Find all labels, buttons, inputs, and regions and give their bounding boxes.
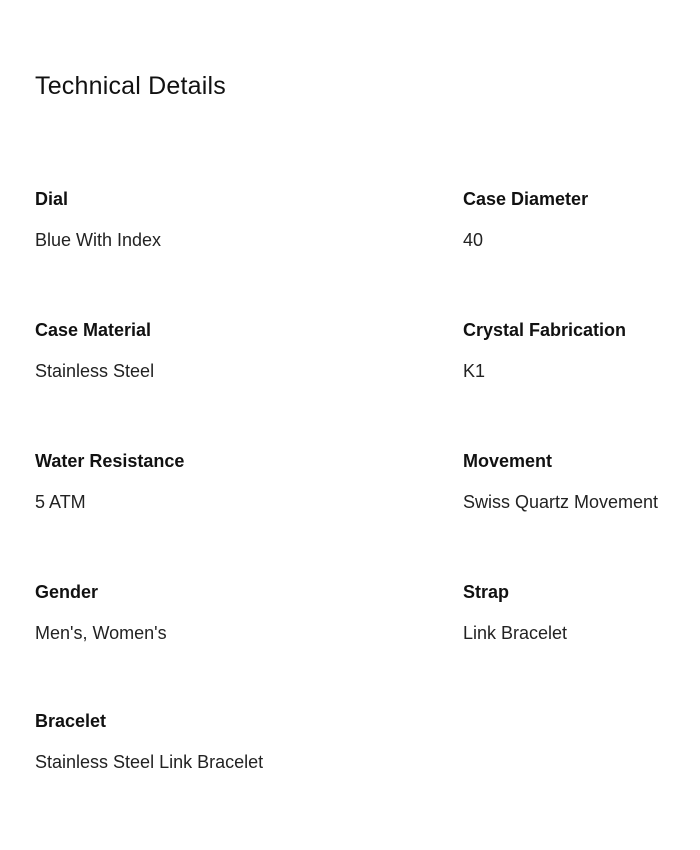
- spec-value: 5 ATM: [35, 492, 86, 512]
- spec-label: Gender: [35, 582, 99, 602]
- spec-movement: [463, 450, 700, 513]
- spec-label: Case Diameter: [463, 189, 589, 209]
- spec-case-diameter: [463, 188, 700, 251]
- spec-label: Dial: [35, 189, 69, 209]
- spec-label: Strap: [463, 582, 510, 602]
- spec-label: Bracelet: [35, 711, 107, 731]
- spec-value: Swiss Quartz Movement: [463, 492, 659, 512]
- spec-label: Water Resistance: [35, 451, 185, 471]
- spec-value: K1: [463, 361, 486, 381]
- spec-label: Crystal Fabrication: [463, 320, 627, 340]
- spec-label: Movement: [463, 451, 553, 471]
- spec-value: Stainless Steel Link Bracelet: [35, 752, 264, 772]
- spec-bracelet: [35, 710, 355, 773]
- spec-value: Link Bracelet: [463, 623, 568, 643]
- spec-water-resistance: [35, 450, 355, 513]
- spec-crystal-fabrication: [463, 319, 700, 382]
- spec-value: Blue With Index: [35, 230, 162, 250]
- spec-label: Case Material: [35, 320, 152, 340]
- spec-dial: [35, 188, 355, 251]
- spec-value: Men's, Women's: [35, 623, 167, 643]
- spec-case-material: [35, 319, 355, 382]
- spec-strap: [463, 581, 700, 644]
- spec-value: 40: [463, 230, 484, 250]
- spec-gender: [35, 581, 355, 644]
- section-title: Technical Details: [35, 72, 226, 100]
- spec-value: Stainless Steel: [35, 361, 155, 381]
